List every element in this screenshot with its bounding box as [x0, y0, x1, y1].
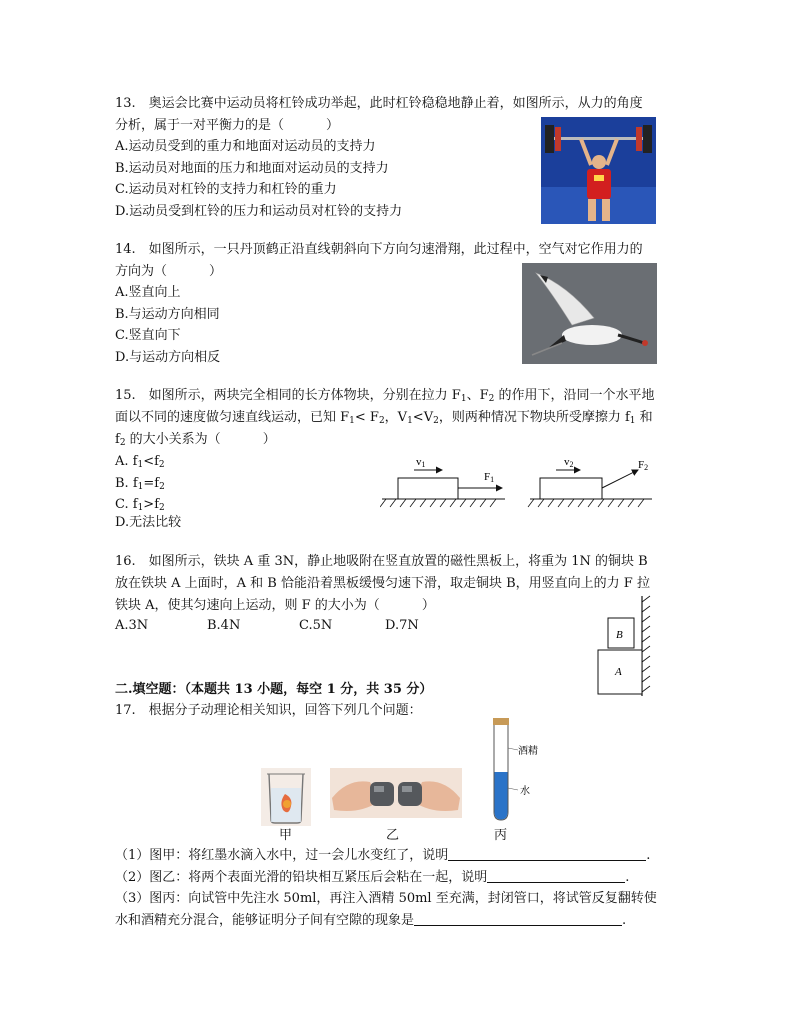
q16-line3: 铁块 A，使其匀速向上运动，则 F 的大小为（ ）: [115, 598, 435, 613]
crane-photo: [522, 263, 657, 364]
q16-option-a: A.3N: [115, 618, 149, 633]
q13-option-d: D.运动员受到杠铃的压力和运动员对杠铃的支持力: [115, 204, 403, 219]
q13-line1: 13. 奥运会比赛中运动员将杠铃成功举起，此时杠铃稳稳地静止着，如图所示，从力的角度: [115, 96, 643, 111]
label-v1: v1: [416, 456, 426, 469]
q15-option-d: D.无法比较: [115, 515, 182, 530]
q15-option-a: A. $f_1<f_2$: [115, 454, 165, 470]
fig-label-bing: 丙: [494, 828, 508, 843]
block-1: [398, 478, 458, 499]
label-f2: F2: [638, 459, 649, 472]
q16-line1: 16. 如图所示，铁块 A 重 3N，静止地吸附在竖直放置的磁性黑板上，将重为 1N 的铜块 B: [115, 554, 648, 569]
q13-option-a: A.运动员受到的重力和地面对运动员的支持力: [115, 139, 376, 154]
q17-part3a: （3）图丙：向试管中先注水 50ml，再注入酒精 50ml 至充满，封闭管口，将试管反复翻转使: [115, 891, 657, 906]
q13-option-b: B.运动员对地面的压力和地面对运动员的支持力: [115, 161, 389, 176]
q15-option-c: C. $f_1>f_2$: [115, 497, 165, 513]
lead-blocks-figure: [330, 768, 462, 818]
answer-blank-2[interactable]: [487, 868, 625, 883]
q17-part3b: 水和酒精充分混合，能够证明分子间有空隙的现象是 .: [115, 913, 627, 928]
magnet-board-diagram: [594, 594, 656, 698]
board-hatch: [642, 596, 650, 692]
q16-option-d: D.7N: [385, 618, 419, 633]
q17-part2: （2）图乙：将两个表面光滑的铅块相互紧压后会粘在一起，说明 .: [115, 870, 630, 885]
section2-title: 二.填空题：（本题共 13 小题，每空 1 分，共 35 分）: [115, 682, 433, 697]
q16-options: [115, 618, 419, 633]
q15-line1: 15. 如图所示，两块完全相同的长方体物块，分别在拉力 $F_1$、$F_2$ 的作用下，沿同一个水平地: [115, 388, 655, 404]
fig-label-yi: 乙: [386, 828, 400, 843]
friction-diagram: [380, 452, 660, 512]
q14-line1: 14. 如图所示，一只丹顶鹤正沿直线朝斜向下方向匀速滑翔，此过程中，空气对它作用力的: [115, 242, 643, 257]
q13-option-c: C.运动员对杠铃的支持力和杠铃的重力: [115, 182, 337, 197]
q14-option-a: A.竖直向上: [115, 285, 181, 300]
q17-line1: 17. 根据分子动理论相关知识，回答下列几个问题：: [115, 703, 422, 718]
q15-option-b: B. $f_1=f_2$: [115, 476, 165, 492]
q14-option-d: D.与运动方向相反: [115, 350, 221, 365]
q15-line2: 面以不同的速度做匀速直线运动，已知 $F_1< F_2$，$V_1<V_2$，则两种情况下物块所受摩擦力 $f_1$ 和: [115, 410, 653, 426]
answer-blank-3[interactable]: [414, 911, 622, 926]
label-water: 水: [520, 786, 530, 797]
q15-line3: $f_2$ 的大小关系为（ ）: [115, 432, 276, 448]
q13-line2: 分析，属于一对平衡力的是（ ）: [115, 118, 340, 133]
q16-option-c: C.5N: [299, 618, 333, 633]
q17-part1: （1）图甲：将红墨水滴入水中，过一会儿水变红了，说明 .: [115, 848, 651, 863]
weightlifter-photo: [541, 117, 656, 224]
q16-option-b: B.4N: [207, 618, 241, 633]
answer-blank-1[interactable]: [448, 846, 646, 861]
test-tube-figure: [488, 716, 548, 822]
force-f2-arrow: [602, 470, 638, 488]
q16-line2: 放在铁块 A 上面时，A 和 B 恰能沿着黑板缓慢匀速下滑，取走铜块 B，用竖直向上的力 F 拉: [115, 576, 650, 591]
ground-hatch-1: [380, 499, 496, 507]
q14-option-b: B.与运动方向相同: [115, 307, 220, 322]
label-b: B: [616, 629, 623, 641]
q14-line2: 方向为（ ）: [115, 264, 223, 279]
ground-hatch-2: [528, 499, 644, 507]
label-f1: F1: [484, 471, 495, 484]
beaker-figure: [261, 768, 311, 826]
block-2: [540, 478, 602, 499]
label-v2: v2: [564, 456, 574, 469]
label-alcohol: 酒精: [518, 746, 538, 757]
label-a: A: [615, 666, 622, 678]
q14-option-c: C.竖直向下: [115, 328, 181, 343]
fig-label-jia: 甲: [279, 828, 293, 843]
